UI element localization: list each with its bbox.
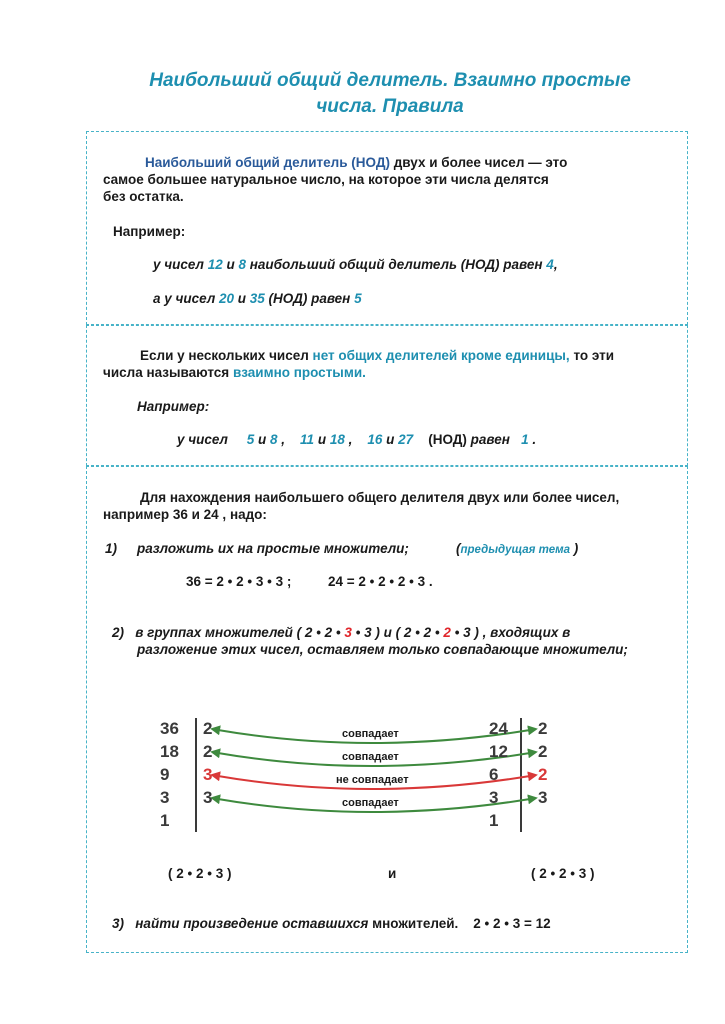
example-label-1: Например: (113, 224, 186, 239)
right-number: 24 (489, 719, 508, 738)
left-number: 36 (160, 719, 179, 738)
left-factor: 2 (203, 742, 213, 761)
previous-topic-link[interactable]: (предыдущая тема ) (456, 541, 579, 556)
definition-line-1: Наибольший общий делитель (НОД) двух и более чисел — это (145, 155, 568, 170)
arrow-label-2: совпадает (342, 751, 399, 763)
step-2-line-2: разложение этих чисел, оставляем только совпадающие множители; (137, 642, 628, 657)
right-number: 6 (489, 765, 499, 784)
right-factor: 2 (538, 719, 548, 738)
factorization-24: 24 = 2 • 2 • 2 • 3 . (328, 574, 433, 589)
factorization-36: 36 = 2 • 2 • 3 • 3 ; (186, 574, 292, 589)
coprime-line-1: Если у нескольких чисел нет общих делителей кроме единицы, то эти (140, 348, 615, 363)
algorithm-intro-2: например 36 и 24 , надо: (103, 507, 267, 522)
left-number: 3 (160, 788, 170, 807)
right-number: 3 (489, 788, 499, 807)
example-gcd-20-35: а у чисел 20 и 35 (НОД) равен 5 (153, 291, 362, 306)
left-factor: 3 (203, 765, 213, 784)
left-number: 18 (160, 742, 179, 761)
title-line-2: числа. Правила (316, 96, 464, 117)
algorithm-intro-1: Для нахождения наибольшего общего делителя двух или более чисел, (140, 490, 620, 505)
arrow-label-4: совпадает (342, 797, 399, 809)
left-number: 9 (160, 765, 170, 784)
right-factor: 3 (538, 788, 548, 807)
result-and: и (388, 866, 397, 881)
coprime-examples: у чисел 5 и 8 , 11 и 18 , 16 и 27 (НОД) равен 1 . (177, 432, 537, 447)
right-number: 12 (489, 742, 508, 761)
right-factor: 2 (538, 742, 548, 761)
title-line-1: Наибольший общий делитель. Взаимно простые (149, 70, 631, 91)
left-factor: 2 (203, 719, 213, 738)
arrow-label-1: совпадает (342, 728, 399, 740)
step-1-number: 1) (105, 541, 118, 556)
right-number: 1 (489, 811, 499, 830)
step-2-line-1: 2) в группах множителей ( 2 • 2 • 3 • 3 ) и ( 2 • 2 • 2 • 3 ) , входящих в (112, 625, 571, 640)
result-left-group: ( 2 • 2 • 3 ) (168, 866, 232, 881)
left-number: 1 (160, 811, 170, 830)
definition-line-2: самое большее натуральное число, на которое эти числа делятся (103, 172, 549, 187)
step-1-text: разложить их на простые множители; (137, 541, 409, 556)
example-gcd-12-8: у чисел 12 и 8 наибольший общий делитель (НОД) равен 4, (153, 257, 558, 272)
right-factor: 2 (538, 765, 548, 784)
step-3-line: 3) найти произведение оставшихся множителей. 2 • 2 • 3 = 12 (112, 916, 551, 931)
result-right-group: ( 2 • 2 • 3 ) (531, 866, 595, 881)
arrow-label-3: не совпадает (336, 774, 409, 786)
definition-line-3: без остатка. (103, 189, 184, 204)
left-factor: 3 (203, 788, 213, 807)
example-label-2: Например: (137, 399, 210, 414)
coprime-line-2: числа называются взаимно простыми. (103, 365, 366, 380)
